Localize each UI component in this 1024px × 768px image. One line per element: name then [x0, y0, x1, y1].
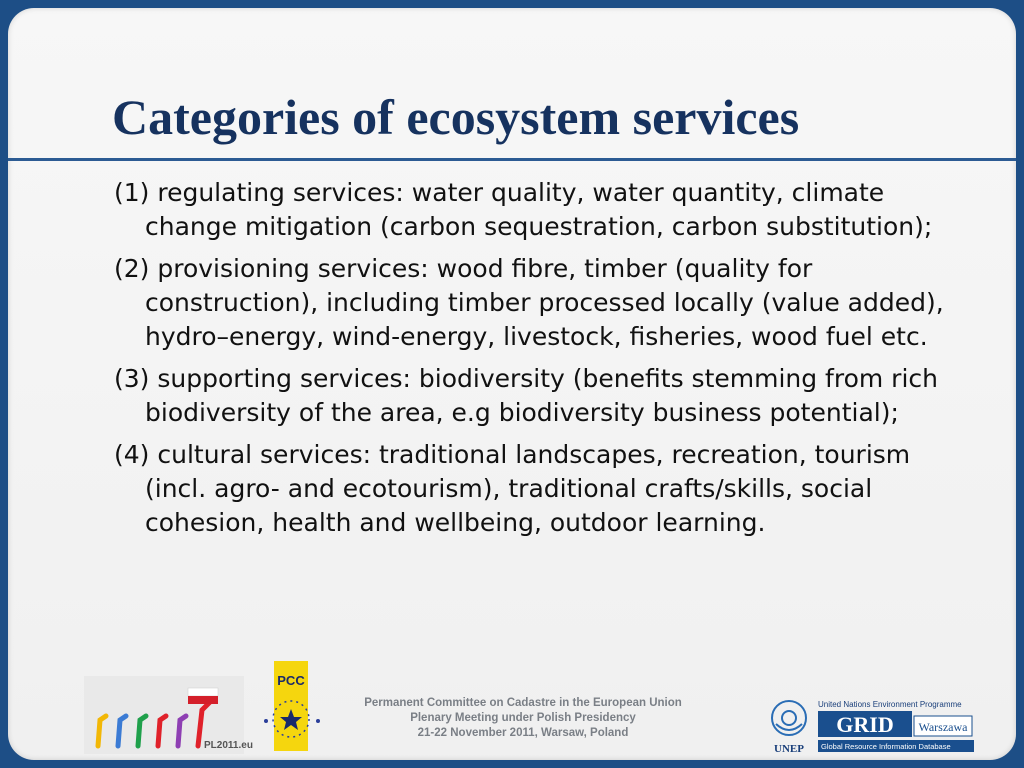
grid-org-text: United Nations Environment Programme	[818, 700, 962, 709]
grid-city-text: Warszawa	[918, 720, 968, 734]
grid-sub-text: Global Resource Information Database	[821, 742, 951, 751]
pcc-logo	[260, 661, 324, 751]
list-item-regulating: (1) regulating services: water quality, water quantity, climate change mitigation (carbon sequestration, carbon substitution);	[114, 178, 933, 241]
list-item-provisioning: (2) provisioning services: wood fibre, timber (quality for construction), including timber processed locally (value added), hydro–energy, wind-energy, livestock, fisheries, wood fuel etc.	[114, 254, 944, 351]
list-item-supporting: (3) supporting services: biodiversity (benefits stemming from rich biodiversity of the area, e.g biodiversity business potential);	[114, 364, 938, 427]
footer-line-1: Permanent Committee on Cadastre in the European Union	[364, 697, 682, 709]
pl2011-text: PL2011.eu	[204, 740, 253, 751]
list-item-cultural: (4) cultural services: traditional landscapes, recreation, tourism (incl. agro- and ecotourism), traditional crafts/skills, social cohesion, health and wellbeing, outdoor learning.	[114, 440, 911, 537]
slide-title: Categories of ecosystem services	[112, 89, 800, 145]
footer-line-2: Plenary Meeting under Polish Presidency	[410, 712, 636, 724]
footer-text	[328, 696, 718, 741]
pl2011-logo	[84, 676, 253, 754]
services-list	[114, 176, 974, 548]
slide	[8, 8, 1016, 760]
footer-line-3: 21-22 November 2011, Warsaw, Poland	[417, 727, 629, 739]
title-rule	[8, 158, 1016, 161]
unep-logo	[766, 698, 812, 756]
pcc-text: PCC	[277, 673, 305, 688]
grid-word-text: GRID	[836, 712, 894, 737]
grid-logo	[818, 698, 974, 754]
unep-text: UNEP	[774, 743, 804, 755]
